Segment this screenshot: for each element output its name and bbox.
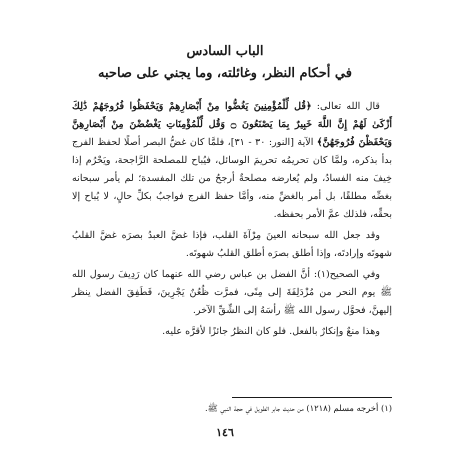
paragraph-conclusion: وهذا منعٌ وإنكارٌ بالفعل. فلو كان النظرُ جائزًا لأقرَّه عليه. <box>162 326 380 337</box>
paragraph-commentary: الآية [النور: ٣٠ - ٣١]، فلمَّا كان غضُّ البصر أصلًا لحفظ الفرج بدأ بذكره، ولمَّا كان تحريمُه تحريمَ الوسائل، فيُباح للمصلحة الرَّاجحة، ويَحْرُم إذا خِيفَ منه الفسادُ، ولم يُعارضه مصلحةٌ أرجحُ من تلك المفسدة؛ لم يأمر سبحانه بغضِّه مطلقًا، بل أمر بالغضِّ منه، وأمَّا حفظ الفرج فواجبٌ بكلِّ حالٍ، لا يُباح إلا بحقِّه، فلذلك عمَّ الأمر بحفظه. <box>72 137 392 220</box>
chapter-heading: الباب السادس <box>186 44 264 59</box>
quran-verse: ﴿قُل لِّلْمُؤْمِنِينَ يَغُضُّوا مِنْ أَبْصَارِهِمْ وَيَحْفَظُوا فُرُوجَهُمْ ذَٰلِكَ أَزْكَىٰ لَهُمْ إِنَّ اللَّهَ خَبِيرٌ بِمَا يَصْنَعُونَ ۝ وَقُل لِّلْمُؤْمِنَاتِ يَغْضُضْنَ مِنْ أَبْصَارِهِنَّ وَيَحْفَظْنَ فُرُوجَهُنَّ﴾ <box>72 101 392 148</box>
paragraph-eye-mirror: وقد جعل الله سبحانه العينَ مِرْآةَ القلب، فإذا غضَّ العبدُ بصرَه غضَّ القلبُ شهوتَه وإرادتَه، وإذا أطلق بصرَه أطلق القلبُ شهوتَه. <box>72 230 392 259</box>
page-number: ١٤٦ <box>216 426 234 439</box>
chapter-subtitle: في أحكام النظر، وغائلته، وما يجني على صاحبه <box>98 66 352 81</box>
body-text <box>72 98 392 344</box>
paragraph-hadith: وفي الصحيح(١): أنَّ الفضل بن عباس رضي الله عنهما كان رَدِيفَ رسول الله ﷺ يوم النحر من مُزْدَلِفَةَ إلى مِنًى، فمرَّت ظُعُنٌ يَجْرِينَ، فَطَفِقَ الفضل ينظر إليهنَّ، فحوَّل رسول الله ﷺ رأسَهُ إلى الشِّقِّ الآخر. <box>72 269 392 316</box>
footnote-divider <box>232 397 392 398</box>
footnote: (١) أخرجه مسلم (١٢١٨) من حديث جابر الطويل في حجة النبي ﷺ. <box>204 403 392 413</box>
paragraph-intro: قال الله تعالى: <box>311 101 380 112</box>
paragraph-quran-citation <box>72 98 392 224</box>
